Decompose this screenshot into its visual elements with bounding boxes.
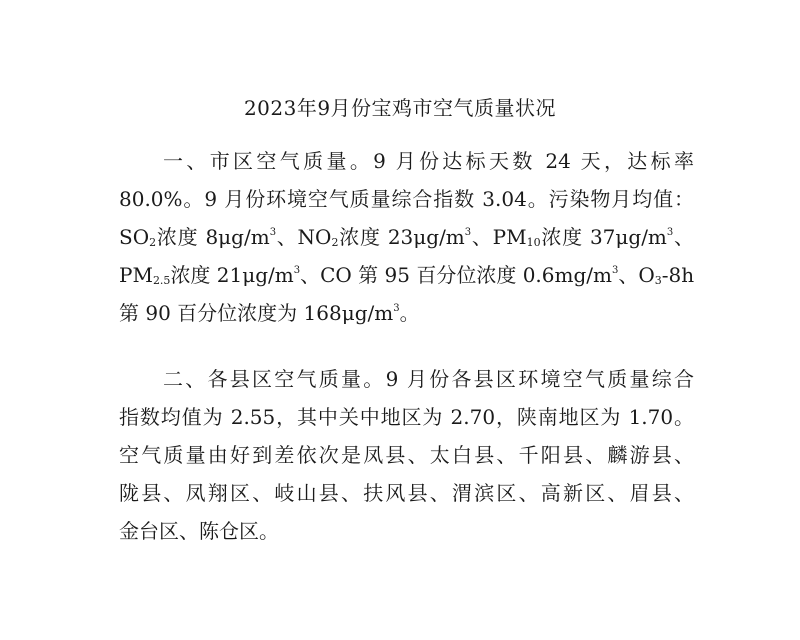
pm25-unit-sup: 3 [293,265,301,276]
section-2-line-2: 指数均值为 2.55，其中关中地区为 2.70，陕南地区为 1.70。 [119,405,694,429]
section-1-line-4 [119,256,694,294]
line-3-end: 、 [673,225,695,249]
no2-unit-sup: 3 [464,227,472,238]
o3-suffix: -8h [661,263,695,287]
o3-unit-sup: 3 [393,303,400,314]
o3-subscript: 3 [654,274,662,287]
line-5-end: 。 [399,301,420,325]
o3-value: 第 90 百分位浓度为 168μg/m [119,301,394,325]
pm10-value: 浓度 37μg/m [540,225,667,249]
no2-subscript: 2 [331,236,339,249]
no2-label: 、NO [276,225,332,249]
o3-label: 、O [618,263,655,287]
document-title: 2023年9月份宝鸡市空气质量状况 [243,96,557,120]
section-2-line-5: 金台区、陈仓区。 [119,519,279,543]
section-2-line-3: 空气质量由好到差依次是凤县、太白县、千阳县、麟游县、 [119,443,694,467]
co-value: 、CO 第 95 百分位浓度 0.6mg/m [300,263,612,287]
pm10-subscript: 10 [526,236,541,249]
section-1-line-1: 一、市区空气质量。9 月份达标天数 24 天，达标率 [163,149,694,173]
pm25-label: PM [119,263,153,287]
so2-label: SO [119,225,150,249]
section-2-paragraph [119,360,694,550]
pm25-subscript: 2.5 [152,274,171,287]
section-2-line-4: 陇县、凤翔区、岐山县、扶风县、渭滨区、高新区、眉县、 [119,481,694,505]
co-unit-sup: 3 [611,265,619,276]
pm25-value: 浓度 21μg/m [170,263,294,287]
pm10-unit-sup: 3 [666,227,674,238]
section-1-line-5 [119,294,694,332]
pm10-label: 、PM [471,225,527,249]
section-1-paragraph [119,142,694,332]
so2-unit-sup: 3 [269,227,277,238]
section-2-line-1: 二、各县区空气质量。9 月份各县区环境空气质量综合 [163,367,694,391]
section-1-line-3 [119,218,694,256]
section-1-line-2: 80.0%。9 月份环境空气质量综合指数 3.04。污染物月均值： [119,187,694,211]
so2-subscript: 2 [149,236,157,249]
no2-value: 浓度 23μg/m [338,225,465,249]
so2-value: 浓度 8μg/m [156,225,270,249]
